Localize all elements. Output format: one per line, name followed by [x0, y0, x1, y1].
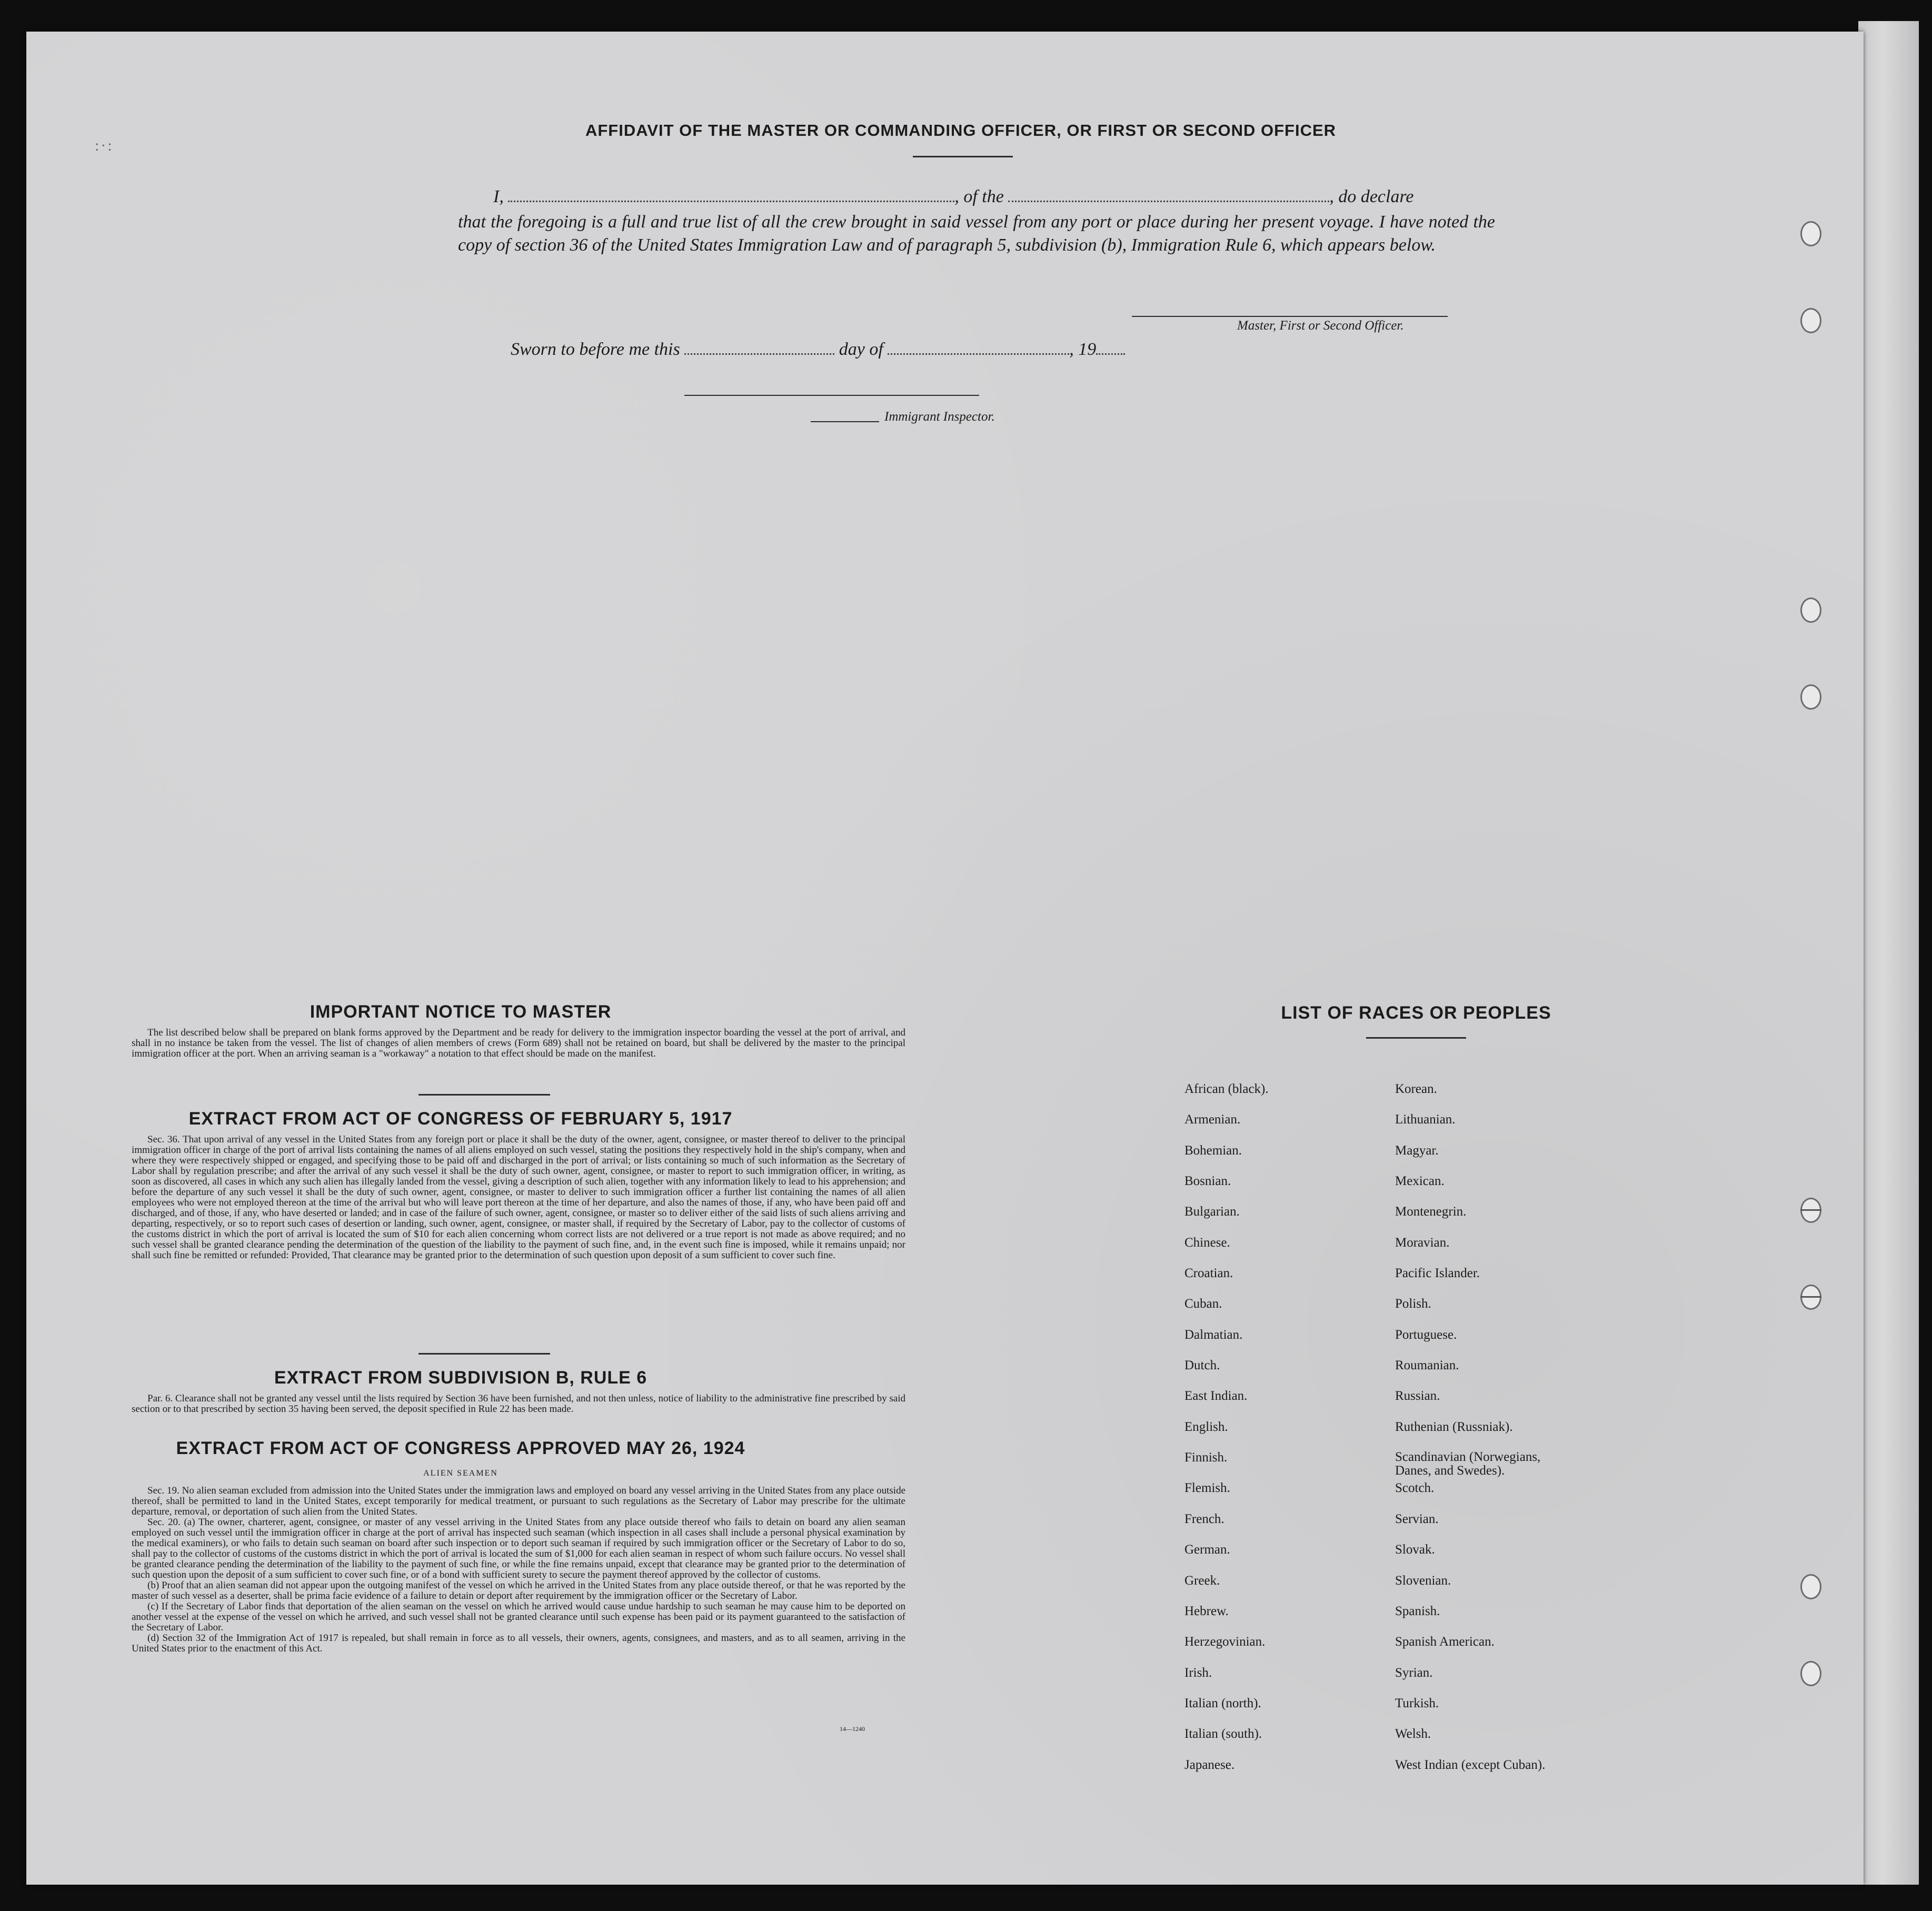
- extract-1924-title: EXTRACT FROM ACT OF CONGRESS APPROVED MAY 26, 1924: [176, 1438, 745, 1458]
- sworn-year-blank: [1096, 353, 1125, 355]
- sworn-prefix: Sworn to before me this: [511, 340, 680, 359]
- affidavit-i-label: I,: [493, 187, 504, 206]
- race-item: Bulgarian.: [1184, 1205, 1240, 1219]
- extract-1924-text: [132, 1486, 905, 1654]
- race-item: Japanese.: [1184, 1757, 1235, 1772]
- affidavit-title: AFFIDAVIT OF THE MASTER OR COMMANDING OFFICER, OR FIRST OR SECOND OFFICER: [585, 121, 1337, 140]
- affidavit-of-the-label: , of the: [954, 187, 1004, 206]
- race-item: Cuban.: [1184, 1297, 1222, 1311]
- race-item: Moravian.: [1395, 1235, 1450, 1250]
- punch-hole: [1800, 598, 1821, 623]
- race-item: Dalmatian.: [1184, 1327, 1243, 1342]
- punch-hole: [1800, 1285, 1821, 1310]
- punch-hole: [1800, 308, 1821, 333]
- race-item: Dutch.: [1184, 1358, 1220, 1373]
- notice-paragraph: The list described below shall be prepared on blank forms approved by the Department and be ready for delivery to the immigration inspector boarding the vessel at the port of arrival, and shall in no instance be taken from the vessel. The list of changes of alien members of crews (Form 689) shall not be retained on board, but shall be delivered by the master to the principal immigration officer at the port. When an arriving seaman is a "workaway" a notation to that effect should be made on the manifest.: [132, 1027, 905, 1059]
- extract-rule6-paragraph: Par. 6. Clearance shall not be granted any vessel until the lists required by Section 36 have been furnished, and not then unless, notice of liability to the administrative fine prescribed by said section or to that prescribed by section 35 having been served, the deposit specified in Rule 22 has been made.: [132, 1393, 905, 1415]
- punch-hole: [1800, 221, 1821, 246]
- race-item: Bosnian.: [1184, 1174, 1231, 1189]
- race-item: Syrian.: [1395, 1665, 1433, 1680]
- punch-hole: [1800, 1661, 1821, 1686]
- race-item: Pacific Islander.: [1395, 1266, 1480, 1281]
- divider: [419, 1094, 550, 1096]
- race-item: Polish.: [1395, 1297, 1431, 1311]
- divider: [913, 156, 1013, 157]
- races-title: LIST OF RACES OR PEOPLES: [1281, 1003, 1551, 1023]
- extract-1924-sec19: Sec. 19. No alien seaman excluded from admission into the United States under the immigration laws and employed on board any vessel arriving in the United States from any place outside thereof, shall be permitted to land in the United States, except temporarily for medical treatment, or pursuant to such regulations as the Secretary of Labor may prescribe for the ultimate departure, removal, or deportation of such alien from the United States.: [132, 1485, 905, 1517]
- race-item: Scotch.: [1395, 1481, 1435, 1496]
- divider: [1366, 1037, 1466, 1039]
- document-sheet: [26, 32, 1864, 1885]
- officer-signature-caption: Master, First or Second Officer.: [1237, 318, 1404, 333]
- affidavit-do-declare-label: , do declare: [1329, 187, 1414, 206]
- form-number: 14—1240: [840, 1725, 865, 1733]
- race-item: Roumanian.: [1395, 1358, 1459, 1373]
- race-item: Chinese.: [1184, 1235, 1230, 1250]
- extract-1917-text: [132, 1134, 905, 1261]
- extract-rule6-text: [132, 1394, 905, 1415]
- race-item: Croatian.: [1184, 1266, 1233, 1281]
- race-item: Scandinavian (Norwegians, Danes, and Swedes).: [1395, 1450, 1541, 1478]
- race-item: East Indian.: [1184, 1389, 1248, 1404]
- extract-1924-sec20b: (b) Proof that an alien seaman did not appear upon the outgoing manifest of the vessel on which he arrived in the United States from any place outside thereof, or that he was reported by the master of such vessel as a deserter, shall be prima facie evidence of a failure to detain or deport after requirement by the immigration officer or the Secretary of Labor.: [132, 1580, 905, 1601]
- race-item: English.: [1184, 1419, 1228, 1434]
- race-item: Irish.: [1184, 1665, 1212, 1680]
- sworn-day-blank: [684, 353, 834, 355]
- race-item: Mexican.: [1395, 1174, 1445, 1189]
- affidavit-declaration-line: [493, 187, 1414, 207]
- inspector-caption: Immigrant Inspector.: [884, 410, 995, 424]
- race-item: Montenegrin.: [1395, 1205, 1467, 1219]
- race-item: Slovenian.: [1395, 1573, 1451, 1588]
- sworn-line: [511, 340, 1125, 360]
- race-item: Lithuanian.: [1395, 1112, 1456, 1127]
- race-item: Welsh.: [1395, 1727, 1431, 1741]
- margin-mark: :·:: [95, 137, 114, 154]
- inspector-signature-line: [684, 395, 979, 396]
- sworn-month-blank: [888, 353, 1069, 355]
- extract-rule6-title: EXTRACT FROM SUBDIVISION B, RULE 6: [274, 1368, 648, 1388]
- race-item: Magyar.: [1395, 1143, 1439, 1158]
- vessel-name-blank: [1008, 201, 1329, 202]
- punch-hole: [1800, 684, 1821, 710]
- race-item: Servian.: [1395, 1511, 1439, 1526]
- race-item: African (black).: [1184, 1082, 1269, 1096]
- extract-1917-paragraph: Sec. 36. That upon arrival of any vessel in the United States from any foreign port or place it shall be the duty of the owner, agent, consignee, or master thereof to deliver to the principal immigration officer in charge of the port of arrival lists containing the names of all aliens employed on such vessel, stating the positions they respectively hold in the ship's company, when and where they were respectively shipped or engaged, and specifying those to be paid off and discharged in the port of arrival; or lists containing so much of such information as the Secretary of Labor shall by regulation prescribe; and after the arrival of any such vessel it shall be the duty of such owner, agent, consignee, or master to report to such immigration officer, in writing, as soon as discovered, all cases in which any such alien has illegally landed from the vessel, giving a description of such alien, together with any information likely to lead to his apprehension; and before the departure of any such vessel it shall be the duty of such owner, agent, consignee, or master to deliver to such immigration officer a further list containing the names of all alien employees who were not employed thereon at the time of the arrival but who will leave port thereon at the time of her departure, and also the names of those, if any, who have been paid off and discharged, and of those, if any, who have deserted or landed; and in case of the failure of such owner, agent, consignee, or master so to deliver either of the said lists of such aliens arriving and departing, respectively, or so to report such cases of desertion or landing, such owner, agent, consignee, or master shall, if required by the Secretary of Labor, pay to the collector of customs of the customs district in which the port of arrival is located the sum of $10 for each alien concerning whom correct lists are not delivered or a true report is not made as above required; and no such vessel shall be granted clearance pending the determination of the question of the liability to the payment of such fine, and, in the event such fine is imposed, while it remains unpaid; nor shall such fine be remitted or refunded: Provided, That clearance may be granted prior to the determination of such question upon deposit of a sum sufficient to cover such fine.: [132, 1134, 905, 1261]
- extract-1924-sec20d: (d) Section 32 of the Immigration Act of 1917 is repealed, but shall remain in force as to all vessels, their owners, agents, consignees, and masters, and as to all seamen, arriving in the United States prior to the enactment of this Act.: [132, 1633, 905, 1654]
- punch-hole: [1800, 1198, 1821, 1223]
- notice-title: IMPORTANT NOTICE TO MASTER: [310, 1002, 612, 1022]
- race-item: Russian.: [1395, 1389, 1440, 1404]
- race-item: Slovak.: [1395, 1542, 1435, 1557]
- race-item: Spanish.: [1395, 1604, 1440, 1618]
- race-item: Herzegovinian.: [1184, 1635, 1266, 1649]
- race-item: Turkish.: [1395, 1696, 1439, 1710]
- races-right-column: [1395, 1082, 1627, 1788]
- race-item: Finnish.: [1184, 1450, 1228, 1465]
- race-item: German.: [1184, 1542, 1230, 1557]
- alien-seamen-subtitle: ALIEN SEAMEN: [423, 1469, 498, 1478]
- race-item: Korean.: [1395, 1082, 1437, 1096]
- scan-page-edge: [1858, 21, 1919, 1885]
- extract-1917-title: EXTRACT FROM ACT OF CONGRESS OF FEBRUARY 5, 1917: [188, 1109, 733, 1129]
- race-item: Hebrew.: [1184, 1604, 1229, 1618]
- inspector-signature-line: [811, 421, 879, 422]
- race-item: French.: [1184, 1511, 1224, 1526]
- extract-1924-sec20a: Sec. 20. (a) The owner, charterer, agent, consignee, or master of any vessel arriving in the United States from any place outside thereof who fails to detain on board any alien seaman employed on such vessel until the immigration officer in charge at the port of arrival has inspected such seaman (which inspection in all cases shall include a personal physical examination by the medical examiners), or who fails to detain such seaman on board after such inspection or to deport such seaman if required by such immigration officer or the Secretary of Labor to do so, shall pay to the collector of customs of the customs district in which the port of arrival is located the sum of $1,000 for each alien seaman in respect of whom such failure occurs. No vessel shall be granted clearance pending the determination of the liability to the payment of such fine, or while the fine remains unpaid, except that clearance may be granted prior to the determination of such question upon the deposit of a sum sufficient to cover such fine, or of a bond with sufficient surety to secure the payment thereof approved by the collector of customs.: [132, 1517, 905, 1580]
- race-item: Spanish American.: [1395, 1635, 1495, 1649]
- affidavit-statement: that the foregoing is a full and true list of all the crew brought in said vessel from any port or place during her present voyage. I have noted the copy of section 36 of the United States Immigration Law and of paragraph 5, subdivision (b), Immigration Rule 6, which appears below.: [458, 212, 1495, 255]
- race-item: Armenian.: [1184, 1112, 1241, 1127]
- race-item: Flemish.: [1184, 1481, 1230, 1496]
- race-item: Italian (north).: [1184, 1696, 1261, 1710]
- sworn-day-of-label: day of: [839, 340, 883, 359]
- sworn-year-label: , 19: [1069, 340, 1097, 359]
- race-item: Ruthenian (Russniak).: [1395, 1419, 1513, 1434]
- divider: [419, 1353, 550, 1355]
- race-item: Bohemian.: [1184, 1143, 1242, 1158]
- race-item: Greek.: [1184, 1573, 1220, 1588]
- race-item: West Indian (except Cuban).: [1395, 1757, 1546, 1772]
- punch-hole: [1800, 1574, 1821, 1599]
- race-item: Italian (south).: [1184, 1727, 1262, 1741]
- officer-signature-line: [1132, 316, 1448, 317]
- race-item: Portuguese.: [1395, 1327, 1457, 1342]
- declarant-name-blank: [508, 201, 954, 202]
- extract-1924-sec20c: (c) If the Secretary of Labor finds that deportation of the alien seaman on the vessel on which he arrived would cause undue hardship to such seaman he may cause him to be deported on another vessel at the expense of the vessel on which he arrived, and such vessel shall not be granted clearance until such expense has been paid or its payment guaranteed to the satisfaction of the Secretary of Labor.: [132, 1601, 905, 1633]
- notice-text: [132, 1028, 905, 1059]
- races-left-column: [1184, 1082, 1385, 1788]
